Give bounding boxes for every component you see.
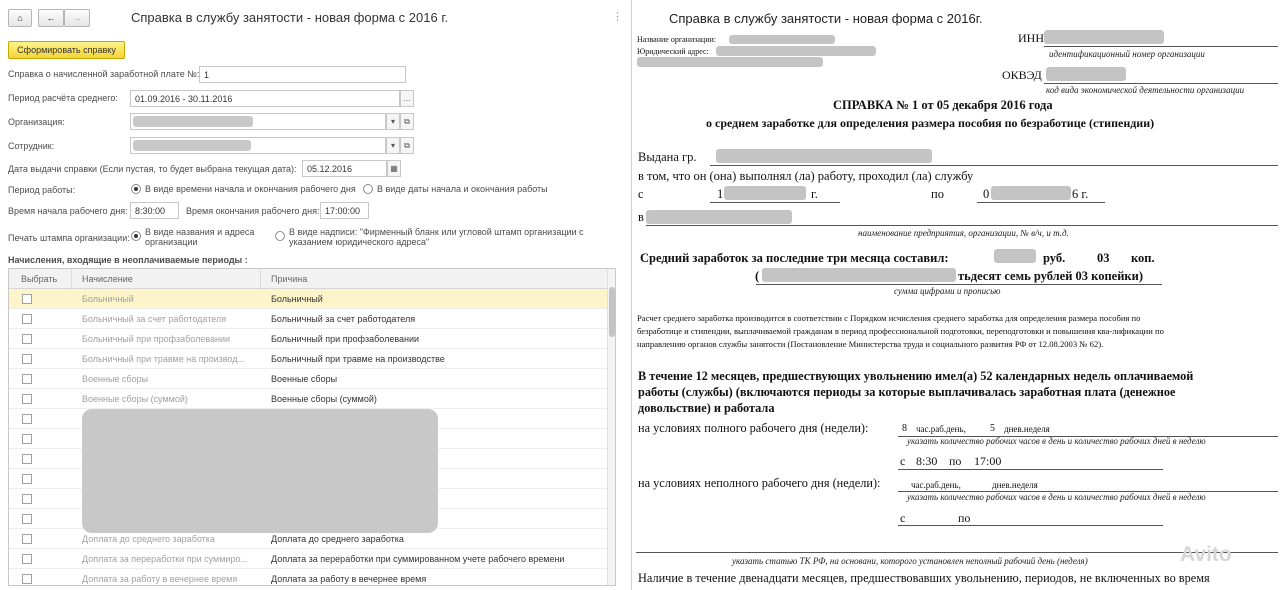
form-pane	[0, 0, 622, 590]
period-input[interactable]: 01.09.2016 - 30.11.2016	[130, 90, 400, 107]
row-checkbox[interactable]	[22, 454, 32, 464]
table-row[interactable]	[9, 289, 607, 309]
arrow-right-icon: →	[72, 13, 82, 23]
accrual-cell: Больничный при профзаболевании	[82, 334, 231, 344]
from-year-suffix: г.	[811, 187, 818, 201]
stamp-radio-address[interactable]	[131, 231, 141, 241]
certificate-subheading: о среднем заработке для определения размера пособия по безработице (стипендии)	[706, 116, 1155, 130]
accrual-cell: Доплата за работу в вечернее время	[82, 574, 238, 584]
time-to-label: по	[949, 454, 962, 468]
work-period-option-time: В виде времени начала и окончания рабочего дня	[145, 184, 356, 194]
redacted-blur	[133, 116, 253, 127]
redacted-blur	[1044, 30, 1164, 44]
accrual-cell: Больничный за счет работодателя	[82, 314, 227, 324]
table-row[interactable]	[9, 389, 607, 409]
number-label: Справка о начисленной заработной плате №:	[8, 69, 200, 79]
employee-open-button[interactable]	[400, 137, 414, 154]
employee-input[interactable]	[130, 137, 386, 154]
table-header	[9, 269, 607, 289]
row-checkbox[interactable]	[22, 334, 32, 344]
table-row[interactable]	[9, 569, 607, 586]
work-period-label: Период работы:	[8, 185, 76, 195]
twelve-months-line: В течение 12 месяцев, предшествующих увольнению имел(а) 52 календарных недель оплачиваемой	[638, 369, 1194, 383]
row-checkbox[interactable]	[22, 574, 32, 584]
table-row[interactable]	[9, 349, 607, 369]
redacted-blur	[729, 35, 835, 44]
okved-label: ОКВЭД	[1002, 68, 1042, 82]
reason-cell: Военные сборы (суммой)	[271, 394, 377, 404]
table-scrollbar[interactable]	[607, 269, 616, 585]
redacted-blur	[646, 210, 792, 224]
issued-to-label: Выдана гр.	[638, 150, 697, 164]
row-checkbox[interactable]	[22, 554, 32, 564]
org-label: Организация:	[8, 117, 65, 127]
time-from-label: с	[900, 454, 906, 468]
partial-from-label: с	[900, 511, 906, 525]
reason-cell: Доплата до среднего заработка	[271, 534, 404, 544]
row-checkbox[interactable]	[22, 494, 32, 504]
home-button[interactable]	[8, 9, 32, 27]
work-period-radio-date[interactable]	[363, 184, 373, 194]
accrual-cell: Военные сборы (суммой)	[82, 394, 188, 404]
employee-dropdown-button[interactable]	[386, 137, 400, 154]
full-day-label: на условиях полного рабочего дня (недели):	[638, 421, 869, 435]
issued-to-underline	[710, 165, 1278, 166]
avg-words-open: (	[755, 269, 760, 283]
redacted-blur	[991, 186, 1071, 200]
column-header-accrual[interactable]: Начисление	[82, 274, 133, 284]
from-label: с	[638, 187, 644, 201]
scrollbar-thumb[interactable]	[609, 287, 615, 337]
reason-cell: Больничный за счет работодателя	[271, 314, 416, 324]
calc-paragraph-line: Расчет среднего заработка производится в соответствии с Порядком исчисления среднего заработка для определения размера пособия по	[637, 313, 1141, 323]
redacted-blur	[1046, 67, 1126, 81]
open-link-icon: ⧉	[404, 116, 410, 126]
start-time-label: Время начала рабочего дня:	[8, 206, 128, 216]
reason-cell: Военные сборы	[271, 374, 338, 384]
row-checkbox[interactable]	[22, 414, 32, 424]
home-icon: ⌂	[17, 13, 23, 23]
partial-to-label: по	[958, 511, 971, 525]
reason-cell: Доплата за переработки при суммированном учете рабочего времени	[271, 554, 565, 564]
time-from: 8:30	[916, 454, 938, 468]
partial-days-unit: днев.неделя	[992, 480, 1038, 490]
org-name-label: Название организации:	[637, 35, 716, 44]
redacted-blur	[133, 140, 251, 151]
row-checkbox[interactable]	[22, 294, 32, 304]
table-row[interactable]	[9, 369, 607, 389]
certificate-heading: СПРАВКА № 1 от 05 декабря 2016 года	[833, 98, 1053, 112]
accrual-cell: Военные сборы	[82, 374, 149, 384]
avg-words: тьдесят семь рублей 03 копейки)	[958, 269, 1143, 283]
employee-label: Сотрудник:	[8, 141, 55, 151]
org-input[interactable]	[130, 113, 386, 130]
period-select-button[interactable]	[400, 90, 414, 107]
row-checkbox[interactable]	[22, 314, 32, 324]
period-label: Период расчёта среднего:	[8, 93, 118, 103]
open-link-icon: ⧉	[404, 140, 410, 150]
from-underline	[710, 202, 840, 203]
time-underline	[898, 469, 1163, 470]
row-checkbox[interactable]	[22, 394, 32, 404]
inn-caption: идентификационный номер организации	[1049, 49, 1205, 59]
stamp-option-address: В виде названия и адреса организации	[145, 227, 255, 247]
avg-rub: руб.	[1043, 251, 1066, 265]
to-year: 6 г.	[1072, 187, 1089, 201]
reason-cell: Доплата за работу в вечернее время	[271, 574, 427, 584]
calendar-icon: ▦	[390, 164, 398, 173]
avg-words-underline	[756, 284, 1162, 285]
avg-kop-value: 03	[1097, 251, 1110, 265]
partial-day-label: на условиях неполного рабочего дня (недели):	[638, 476, 881, 490]
column-header-select[interactable]: Выбрать	[21, 274, 58, 284]
work-period-radio-time[interactable]	[131, 184, 141, 194]
partial-hours-unit: час.раб.день,	[911, 480, 961, 490]
table-row[interactable]	[9, 329, 607, 349]
row-checkbox[interactable]	[22, 374, 32, 384]
table-row[interactable]	[9, 309, 607, 329]
twelve-months-line: довольствие) и работала	[638, 401, 775, 415]
partial-time-underline	[898, 525, 1163, 526]
worked-line: в том, что он (она) выполнял (ла) работу, проходил (ла) службу	[638, 169, 974, 183]
form-title: Справка в службу занятости - новая форма с 2016 г.	[131, 10, 449, 25]
avito-watermark: Avito	[1180, 543, 1232, 566]
hours-caption: указать количество рабочих часов в день и количество рабочих дней в неделю	[907, 492, 1206, 502]
stamp-label: Печать штампа организации:	[8, 233, 130, 243]
redacted-blur	[716, 46, 876, 56]
make-certificate-button[interactable]: Сформировать справку	[8, 41, 125, 59]
start-time-input[interactable]: 8:30:00	[130, 202, 179, 219]
full-days: 5	[990, 423, 995, 434]
work-period-option-date: В виде даты начала и окончания работы	[377, 184, 548, 194]
redacted-blur	[716, 149, 932, 163]
reason-cell: Больничный при травме на производстве	[271, 354, 445, 364]
arrow-left-icon: ←	[46, 13, 56, 23]
end-time-input[interactable]: 17:00:00	[320, 202, 369, 219]
address-label: Юридический адрес:	[637, 47, 709, 56]
redacted-blur	[637, 57, 823, 67]
calc-paragraph-line: направлению органов службы занятости (Постановление Министерства труда и социального развития РФ от 12.08.2003 № 62).	[637, 339, 1104, 349]
forward-button[interactable]	[64, 9, 90, 27]
twelve-months-line: работы (службы) (включаются периоды за которые выплачивалась заработная плата (денежное	[638, 385, 1176, 399]
reason-cell: Больничный при профзаболевании	[271, 334, 420, 344]
last-line: Наличие в течение двенадцати месяцев, предшествовавших увольнению, периодов, не включенных во время	[638, 571, 1210, 585]
place-underline	[646, 225, 1278, 226]
calc-paragraph-line: безработице и стипендии, выплачиваемой гражданам в период профессиональной подготовки, переподготовки и повышения ква-лификации по	[637, 326, 1164, 336]
row-checkbox[interactable]	[22, 514, 32, 524]
accrual-cell: Больничный при травме на производ...	[82, 354, 245, 364]
redacted-blur	[994, 249, 1036, 263]
row-checkbox[interactable]	[22, 534, 32, 544]
redacted-blur	[762, 268, 956, 282]
org-dropdown-button[interactable]	[386, 113, 400, 130]
okved-caption: код вида экономической деятельности организации	[1046, 85, 1245, 95]
redacted-blur	[82, 409, 438, 533]
place-caption: наименование предприятия, организации, № в/ч, и т.д.	[858, 228, 1069, 238]
chevron-down-icon: ▾	[390, 141, 395, 150]
column-header-reason[interactable]: Причина	[271, 274, 308, 284]
inn-label: ИНН	[1018, 31, 1044, 45]
ellipsis-icon: …	[403, 94, 411, 103]
to-day: 0	[983, 187, 990, 201]
end-time-label: Время окончания рабочего дня:	[186, 206, 320, 216]
document-preview	[632, 0, 1280, 590]
avg-kop: коп.	[1131, 251, 1155, 265]
stamp-radio-text[interactable]	[275, 231, 285, 241]
full-hours: 8	[902, 423, 907, 434]
document-window-title: Справка в службу занятости - новая форма с 2016г.	[669, 11, 983, 26]
org-open-button[interactable]	[400, 113, 414, 130]
accrual-cell: Больничный	[82, 294, 134, 304]
back-button[interactable]	[38, 9, 64, 27]
hours-caption: указать количество рабочих часов в день и количество рабочих дней в неделю	[907, 436, 1206, 446]
tk-caption: указать статью ТК РФ, на основани, которого установлен неполный рабочий день (неделя)	[732, 556, 1088, 566]
number-input[interactable]: 1	[199, 66, 406, 83]
time-to: 17:00	[974, 454, 1002, 468]
avg-caption: сумма цифрами и прописью	[894, 286, 1001, 296]
okved-underline	[1044, 83, 1278, 84]
more-icon[interactable]: ⋮	[612, 11, 623, 23]
in-label: в	[638, 210, 644, 224]
row-checkbox[interactable]	[22, 434, 32, 444]
reason-cell: Больничный	[271, 294, 323, 304]
issue-date-input[interactable]: 05.12.2016	[302, 160, 387, 177]
stamp-option-text: В виде надписи: "Фирменный бланк или угловой штамп организации с указанием юридического адреса"	[289, 227, 584, 247]
column-separator	[71, 269, 72, 289]
calendar-button[interactable]	[387, 160, 401, 177]
column-separator	[260, 269, 261, 289]
accrual-cell: Доплата за переработки при суммиро...	[82, 554, 248, 564]
issue-date-label: Дата выдачи справки (Если пустая, то будет выбрана текущая дата):	[8, 164, 297, 174]
days-unit: днев.неделя	[1004, 424, 1050, 434]
avg-salary-label: Средний заработок за последние три месяца составил:	[640, 251, 949, 265]
to-underline	[977, 202, 1105, 203]
row-checkbox[interactable]	[22, 474, 32, 484]
table-row[interactable]	[9, 549, 607, 569]
section-title: Начисления, входящие в неоплачиваемые периоды :	[8, 255, 248, 265]
row-checkbox[interactable]	[22, 354, 32, 364]
redacted-blur	[724, 186, 806, 200]
hours-unit: час.раб.день,	[916, 424, 966, 434]
to-label: по	[931, 187, 944, 201]
from-day: 1	[717, 187, 724, 201]
chevron-down-icon: ▾	[390, 117, 395, 126]
accrual-cell: Доплата до среднего заработка	[82, 534, 215, 544]
inn-underline	[1044, 46, 1278, 47]
